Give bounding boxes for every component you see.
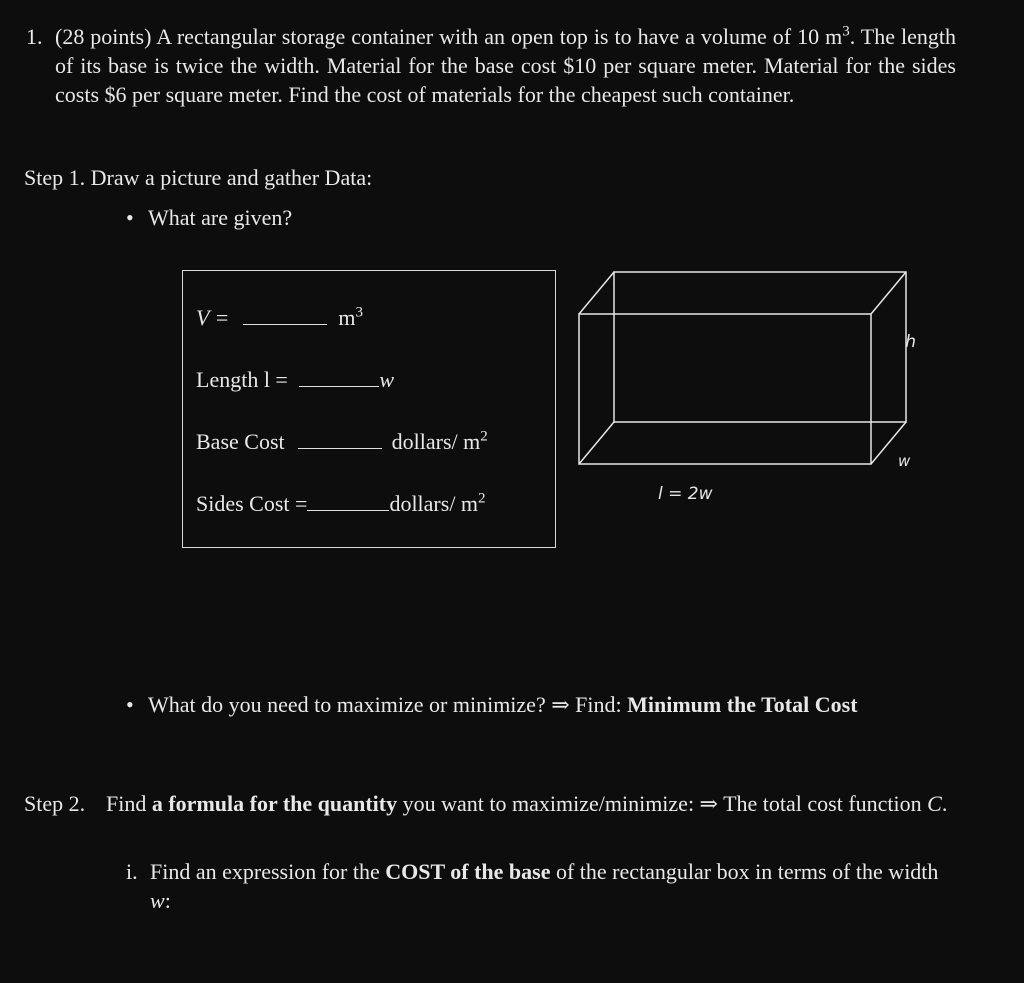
box-diagram [570, 262, 920, 502]
length-blank[interactable] [299, 368, 379, 387]
box-back-face [614, 272, 906, 422]
width-label: w [898, 452, 911, 470]
box-edge-tl [579, 272, 614, 314]
step2-block [24, 789, 949, 818]
subquestion-text: Find an expression for the COST of the base of the rectangular box in terms of the width w: [150, 859, 939, 913]
subquestion-i [126, 857, 948, 915]
volume-line: $V = m^3$ [196, 304, 364, 330]
sides-cost-blank[interactable] [307, 492, 389, 511]
step1-heading: Step 1. Draw a picture and gather Data: [24, 165, 373, 190]
box-edge-bl [579, 422, 614, 464]
step2-text: Find a formula for the quantity you want to maximize/minimize: ⇒ The total cost function C. [106, 791, 948, 816]
base-cost-blank[interactable] [298, 430, 382, 449]
problem-text: (28 points) A rectangular storage container with an open top is to have a volume of 10 $m^3$. The length of its base is twice the width. Material for the base cost $10 per square meter. Material for the sides costs $6 per square meter. Find the cost of materials for the cheapest such container. [55, 23, 956, 107]
height-label: h [905, 332, 916, 352]
bullet-icon: • [126, 692, 134, 717]
box-edge-tr [871, 272, 906, 314]
length-diagram-label: l = 2w [658, 484, 713, 502]
bullet-minimize [126, 690, 948, 719]
bullet-icon: • [126, 205, 134, 230]
subquestion-label: i. [126, 859, 138, 884]
problem-number: 1. [26, 24, 43, 49]
base-cost-line: Base Cost dollars/ $m^2$ [196, 428, 488, 454]
bullet-text: What do you need to maximize or minimize? ⇒ Find: Minimum the Total Cost [148, 692, 858, 717]
length-line: Length l = w [196, 367, 395, 392]
sides-cost-line: Sides Cost = dollars/ $m^2$ [196, 490, 486, 516]
step2-heading: Step 2. [24, 791, 86, 816]
volume-blank[interactable] [243, 306, 327, 325]
problem-statement [26, 22, 956, 109]
box-front-face [579, 314, 871, 464]
bullet-what-given [126, 203, 292, 232]
bullet-text: What are given? [148, 205, 293, 230]
given-data-box [182, 270, 556, 548]
